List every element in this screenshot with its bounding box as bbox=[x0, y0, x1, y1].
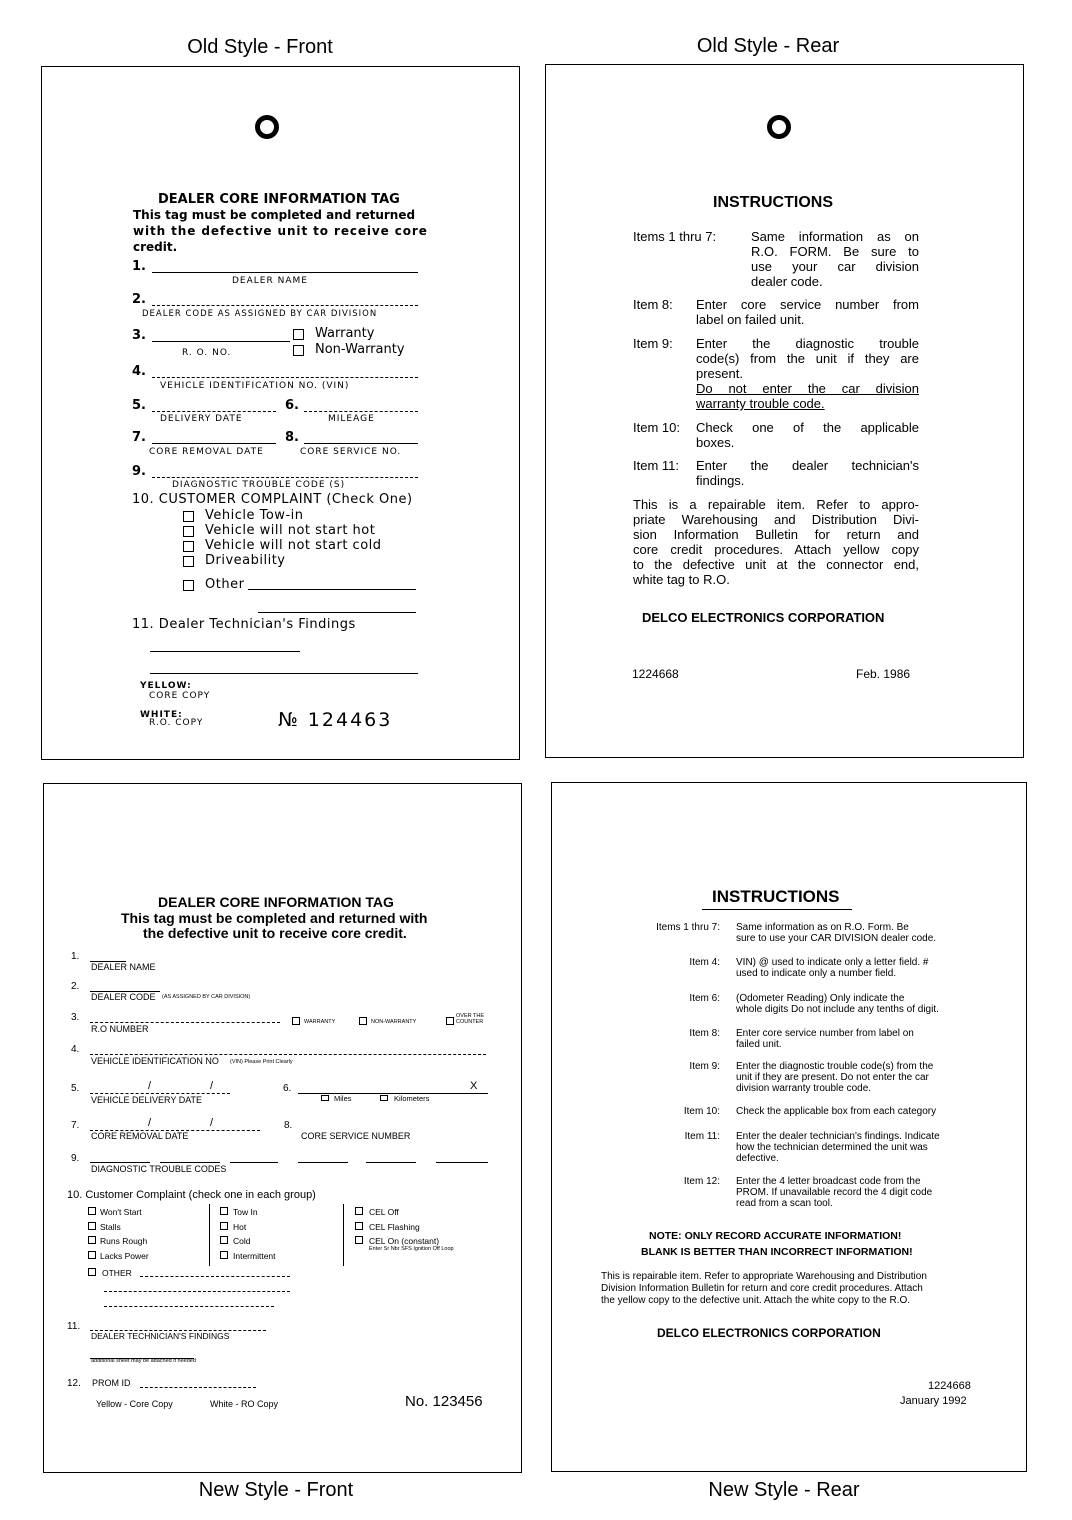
old-item-3-number: 3. bbox=[132, 328, 146, 343]
old-rear-date: Feb. 1986 bbox=[856, 667, 911, 681]
new-rear-note-1: NOTE: ONLY RECORD ACCURATE INFORMATION! bbox=[649, 1230, 902, 1242]
new-warranty-label: WARRANTY bbox=[304, 1019, 336, 1025]
new-miles-checkbox[interactable] bbox=[321, 1095, 329, 1101]
tag-hole-icon bbox=[255, 115, 279, 139]
new-non-warranty-checkbox[interactable] bbox=[359, 1017, 367, 1025]
new-front-intro-1: This tag must be completed and returned with bbox=[121, 910, 428, 926]
title-old-rear: Old Style - Rear bbox=[696, 35, 840, 57]
new-rear-item-text-2: VIN) @ used to indicate only a letter field. # used to indicate only a number field. bbox=[736, 957, 929, 979]
new-item-6-number: 6. bbox=[283, 1083, 292, 1094]
old-front-card bbox=[41, 66, 520, 760]
old-white-label: WHITE: bbox=[140, 710, 183, 720]
new-item-9-number: 9. bbox=[71, 1153, 80, 1164]
old-item-2-number: 2. bbox=[132, 292, 146, 307]
new-vin-label: VEHICLE IDENTIFICATION NO bbox=[91, 1056, 219, 1066]
old-mileage-line[interactable] bbox=[304, 411, 418, 412]
new-prom-id-line[interactable] bbox=[140, 1387, 256, 1388]
old-complaint-driveability-label: Driveability bbox=[205, 553, 286, 568]
new-tow-in-label: Tow In bbox=[233, 1207, 258, 1217]
old-item-6-number: 6. bbox=[285, 398, 299, 413]
new-yellow-copy: Yellow - Core Copy bbox=[96, 1399, 173, 1409]
old-rear-item-text-4: Check one of the applicable boxes. bbox=[696, 420, 919, 450]
new-rear-heading: INSTRUCTIONS bbox=[712, 887, 840, 906]
old-complaint-cold-label: Vehicle will not start cold bbox=[205, 538, 382, 553]
old-core-service-label: CORE SERVICE NO. bbox=[300, 447, 402, 457]
new-tow-in-checkbox[interactable] bbox=[220, 1207, 228, 1215]
new-rear-item-label-3: Item 6: bbox=[689, 993, 720, 1004]
new-intermittent-checkbox[interactable] bbox=[220, 1251, 228, 1259]
new-dtc-line-2[interactable] bbox=[160, 1162, 220, 1163]
new-rear-item-text-6: Check the applicable box from each category bbox=[736, 1106, 937, 1117]
old-complaint-hot-checkbox[interactable] bbox=[183, 526, 194, 537]
new-tag-number: No. 123456 bbox=[405, 1393, 483, 1410]
old-front-heading: DEALER CORE INFORMATION TAG bbox=[158, 192, 400, 207]
new-other-label: OTHER bbox=[102, 1268, 132, 1278]
new-front-card bbox=[43, 783, 522, 1473]
new-rear-part-number: 1224668 bbox=[928, 1380, 971, 1392]
new-miles-label: Miles bbox=[334, 1094, 352, 1103]
new-core-service-label: CORE SERVICE NUMBER bbox=[301, 1131, 411, 1141]
new-rear-item-label-1: Items 1 thru 7: bbox=[656, 922, 720, 933]
new-rear-corporation: DELCO ELECTRONICS CORPORATION bbox=[657, 1326, 881, 1340]
old-complaint-driveability-checkbox[interactable] bbox=[183, 556, 194, 567]
old-item-4-number: 4. bbox=[132, 364, 146, 379]
new-rear-item-text-4: Enter core service number from label on failed unit. bbox=[736, 1028, 914, 1050]
new-rear-item-label-7: Item 11: bbox=[684, 1131, 720, 1142]
new-item-4-number: 4. bbox=[71, 1044, 80, 1055]
new-dealer-code-label: DEALER CODE bbox=[91, 992, 156, 1002]
new-wont-start-checkbox[interactable] bbox=[88, 1207, 96, 1215]
new-dtc-line-3[interactable] bbox=[230, 1162, 278, 1163]
new-cel-off-checkbox[interactable] bbox=[355, 1207, 363, 1215]
new-over-counter-label: OVER THE COUNTER bbox=[456, 1013, 485, 1025]
old-item-7-number: 7. bbox=[132, 430, 146, 445]
old-dealer-code-line[interactable] bbox=[152, 305, 418, 306]
new-dtc-line-5[interactable] bbox=[366, 1162, 416, 1163]
old-findings-line-2[interactable] bbox=[150, 673, 418, 674]
new-rear-date: January 1992 bbox=[900, 1395, 967, 1407]
old-rear-part-number: 1224668 bbox=[632, 667, 679, 681]
old-tag-number: № 124463 bbox=[278, 709, 393, 731]
new-intermittent-label: Intermittent bbox=[233, 1251, 276, 1261]
old-delivery-date-line[interactable] bbox=[152, 411, 276, 412]
new-ro-label: R.O NUMBER bbox=[91, 1024, 149, 1034]
new-cel-on-note: Enter Sr Nbr SFS Ignition Off Loop bbox=[369, 1246, 454, 1252]
old-complaint-other-label: Other bbox=[205, 577, 245, 592]
new-item-12-number: 12. bbox=[67, 1378, 81, 1389]
new-removal-slash-2: / bbox=[210, 1117, 214, 1129]
new-delivery-date-label: VEHICLE DELIVERY DATE bbox=[91, 1095, 203, 1105]
new-other-checkbox[interactable] bbox=[88, 1268, 96, 1276]
old-rear-paragraph: This is a repairable item. Refer to appro- priate Warehousing and Distribution Divi- sion Information Bulletin for return and core credit procedures. Attach yellow copy to the defective unit at the connector end, white tag to R.O. bbox=[633, 497, 919, 587]
old-rear-item-text-2: Enter core service number from label on failed unit. bbox=[696, 297, 919, 327]
old-item-5-number: 5. bbox=[132, 398, 146, 413]
old-rear-item-label-4: Item 10: bbox=[633, 420, 680, 435]
new-rear-item-label-2: Item 4: bbox=[689, 957, 720, 968]
old-front-intro-3: credit. bbox=[133, 240, 178, 254]
new-dealer-name-label: DEALER NAME bbox=[91, 962, 156, 972]
new-cold-label: Cold bbox=[233, 1236, 251, 1246]
old-yellow-copy: CORE COPY bbox=[149, 691, 211, 701]
new-rear-card bbox=[551, 782, 1027, 1472]
new-item-2-number: 2. bbox=[71, 981, 80, 992]
new-hot-checkbox[interactable] bbox=[220, 1222, 228, 1230]
new-dtc-label: DIAGNOSTIC TROUBLE CODES bbox=[91, 1164, 227, 1174]
new-other-line-2[interactable] bbox=[104, 1291, 290, 1292]
old-rear-item-label-2: Item 8: bbox=[633, 297, 673, 312]
new-stalls-checkbox[interactable] bbox=[88, 1222, 96, 1230]
new-core-removal-label: CORE REMOVAL DATE bbox=[91, 1131, 189, 1141]
old-core-removal-label: CORE REMOVAL DATE bbox=[149, 447, 264, 457]
new-cel-on-checkbox[interactable] bbox=[355, 1236, 363, 1244]
new-item-11-number: 11. bbox=[67, 1321, 81, 1332]
old-warranty-checkbox[interactable] bbox=[293, 329, 304, 340]
old-dealer-name-line[interactable] bbox=[152, 272, 418, 273]
new-item-3-number: 3. bbox=[71, 1012, 80, 1023]
new-cel-on-label: CEL On (constant) bbox=[369, 1236, 440, 1246]
old-complaint-cold-checkbox[interactable] bbox=[183, 541, 194, 552]
old-rear-heading: INSTRUCTIONS bbox=[713, 194, 833, 211]
old-rear-item-text-3: Enter the diagnostic trouble code(s) from the unit if they are present. Do not enter the car division warranty trouble code. bbox=[696, 336, 919, 411]
new-front-heading: DEALER CORE INFORMATION TAG bbox=[158, 894, 394, 910]
new-item-8-number: 8. bbox=[284, 1120, 293, 1131]
new-cold-checkbox[interactable] bbox=[220, 1236, 228, 1244]
tag-hole-icon bbox=[767, 115, 791, 139]
old-non-warranty-checkbox[interactable] bbox=[293, 345, 304, 356]
new-rear-item-label-4: Item 8: bbox=[689, 1028, 720, 1039]
new-vin-line[interactable] bbox=[90, 1054, 486, 1055]
old-complaint-hot-label: Vehicle will not start hot bbox=[205, 523, 376, 538]
new-date-slash-2: / bbox=[210, 1080, 214, 1092]
new-rear-item-label-8: Item 12: bbox=[683, 1176, 720, 1187]
old-ro-label: R. O. NO. bbox=[182, 348, 232, 358]
old-complaint-towin-label: Vehicle Tow-in bbox=[205, 508, 304, 523]
old-dtc-label: DIAGNOSTIC TROUBLE CODE (S) bbox=[172, 480, 346, 490]
old-dealer-code-label: DEALER CODE AS ASSIGNED BY CAR DIVISION bbox=[142, 309, 378, 319]
old-complaint-other-checkbox[interactable] bbox=[183, 580, 194, 591]
old-findings-heading: 11. Dealer Technician's Findings bbox=[132, 617, 356, 632]
new-date-slash-1: / bbox=[148, 1080, 152, 1092]
old-dtc-line[interactable] bbox=[152, 477, 418, 478]
new-odometer-line[interactable] bbox=[298, 1093, 488, 1094]
new-dtc-line-1[interactable] bbox=[90, 1162, 150, 1163]
new-other-line-3[interactable] bbox=[104, 1306, 274, 1307]
new-runs-rough-checkbox[interactable] bbox=[88, 1236, 96, 1244]
new-cel-off-label: CEL Off bbox=[369, 1207, 399, 1217]
old-vin-line[interactable] bbox=[152, 377, 418, 378]
new-vin-note: (VIN) Please Print Clearly bbox=[230, 1059, 293, 1065]
new-rear-item-label-6: Item 10: bbox=[683, 1106, 720, 1117]
new-rear-item-label-5: Item 9: bbox=[689, 1061, 720, 1072]
old-complaint-towin-checkbox[interactable] bbox=[183, 511, 194, 522]
old-warranty-label: Warranty bbox=[315, 326, 375, 341]
new-rear-item-text-8: Enter the 4 letter broadcast code from the PROM. If unavailable record the 4 digit code read from a scan tool. bbox=[736, 1176, 933, 1209]
old-rear-item-text-1: Same information as on R.O. FORM. Be sure to use your car division dealer code. bbox=[751, 229, 919, 289]
new-white-copy: White - RO Copy bbox=[210, 1399, 279, 1409]
new-km-checkbox[interactable] bbox=[380, 1095, 388, 1101]
old-rear-card bbox=[545, 64, 1024, 758]
new-group-divider-2 bbox=[343, 1204, 344, 1266]
new-rear-paragraph: This is repairable item. Refer to appropriate Warehousing and Distribution Division Information Bulletin for return and core credit procedures. Attach the yellow copy to the defective unit. Attach the white copy to the R.O. bbox=[601, 1271, 927, 1306]
new-rear-note-2: BLANK IS BETTER THAN INCORRECT INFORMATION! bbox=[641, 1246, 913, 1258]
new-item-1-number: 1. bbox=[71, 951, 80, 962]
old-front-intro-2: with the defective unit to receive core bbox=[133, 224, 428, 238]
old-non-warranty-label: Non-Warranty bbox=[315, 342, 405, 357]
new-cel-flashing-checkbox[interactable] bbox=[355, 1222, 363, 1230]
new-over-counter-checkbox[interactable] bbox=[446, 1017, 454, 1025]
old-other-line[interactable] bbox=[248, 589, 416, 590]
old-core-service-line[interactable] bbox=[304, 443, 418, 444]
old-delivery-date-label: DELIVERY DATE bbox=[160, 414, 243, 424]
old-rear-corporation: DELCO ELECTRONICS CORPORATION bbox=[642, 610, 885, 625]
new-other-line-1[interactable] bbox=[140, 1276, 290, 1277]
new-odometer-x: X bbox=[470, 1080, 478, 1092]
new-removal-slash-1: / bbox=[148, 1117, 152, 1129]
new-rear-item-text-7: Enter the dealer technician's findings. Indicate how the technician determined the unit was defective. bbox=[736, 1131, 940, 1164]
new-item-5-number: 5. bbox=[71, 1083, 80, 1094]
new-dealer-code-note: (AS ASSIGNED BY CAR DIVISION) bbox=[162, 994, 251, 1000]
new-lacks-power-label: Lacks Power bbox=[100, 1251, 149, 1261]
old-core-removal-line[interactable] bbox=[152, 443, 276, 444]
new-non-warranty-label: NON-WARRANTY bbox=[371, 1019, 417, 1025]
new-ro-line[interactable] bbox=[90, 1022, 280, 1023]
old-dealer-name-label: DEALER NAME bbox=[232, 276, 308, 286]
old-rear-item-label-5: Item 11: bbox=[633, 458, 680, 473]
new-findings-note: additional sheet may be attached if needed bbox=[91, 1358, 196, 1364]
new-rear-heading-rule bbox=[702, 909, 852, 910]
new-rear-item-text-5: Enter the diagnostic trouble code(s) from the unit if they are present. Do not enter the car division warranty trouble code. bbox=[736, 1061, 934, 1094]
old-other-line-2[interactable] bbox=[258, 612, 416, 613]
new-stalls-label: Stalls bbox=[100, 1222, 121, 1232]
old-vin-label: VEHICLE IDENTIFICATION NO. (VIN) bbox=[160, 381, 350, 391]
new-rear-item-text-1: Same information as on R.O. Form. Be sure to use your CAR DIVISION dealer code. bbox=[736, 922, 937, 944]
old-item-9-number: 9. bbox=[132, 464, 146, 479]
old-item-8-number: 8. bbox=[285, 430, 299, 445]
new-delivery-date-line[interactable] bbox=[90, 1093, 230, 1094]
new-lacks-power-checkbox[interactable] bbox=[88, 1251, 96, 1259]
old-rear-item-label-3: Item 9: bbox=[633, 336, 673, 351]
old-findings-line-1[interactable] bbox=[150, 651, 300, 652]
new-runs-rough-label: Runs Rough bbox=[100, 1236, 148, 1246]
new-km-label: Kilometers bbox=[394, 1094, 430, 1103]
old-item-1-number: 1. bbox=[132, 259, 146, 274]
new-prom-id-label: PROM ID bbox=[92, 1378, 131, 1388]
old-complaint-heading: 10. CUSTOMER COMPLAINT (Check One) bbox=[132, 492, 413, 507]
new-rear-item-text-3: (Odometer Reading) Only indicate the whole digits Do not include any tenths of digit. bbox=[736, 993, 939, 1015]
new-complaint-heading: 10. Customer Complaint (check one in each group) bbox=[67, 1189, 316, 1201]
new-dtc-line-4[interactable] bbox=[298, 1162, 348, 1163]
old-front-intro-1: This tag must be completed and returned bbox=[133, 208, 416, 222]
old-white-copy: R.O. COPY bbox=[149, 718, 204, 728]
title-new-rear: New Style - Rear bbox=[708, 1479, 860, 1501]
title-new-front: New Style - Front bbox=[198, 1479, 354, 1501]
old-ro-line[interactable] bbox=[152, 341, 290, 342]
new-warranty-checkbox[interactable] bbox=[292, 1017, 300, 1025]
new-front-intro-2: the defective unit to receive core credit. bbox=[143, 925, 407, 941]
new-cel-flashing-label: CEL Flashing bbox=[369, 1222, 420, 1232]
title-old-front: Old Style - Front bbox=[187, 36, 333, 58]
new-wont-start-label: Won't Start bbox=[100, 1207, 142, 1217]
old-yellow-label: YELLOW: bbox=[140, 681, 192, 691]
new-hot-label: Hot bbox=[233, 1222, 247, 1232]
old-rear-item-text-5: Enter the dealer technician's findings. bbox=[696, 458, 919, 488]
old-mileage-label: MILEAGE bbox=[328, 414, 375, 424]
new-item-7-number: 7. bbox=[71, 1120, 80, 1131]
old-rear-item-label-1: Items 1 thru 7: bbox=[633, 229, 717, 244]
new-dtc-line-6[interactable] bbox=[436, 1162, 488, 1163]
new-group-divider-1 bbox=[209, 1204, 210, 1266]
new-findings-label: DEALER TECHNICIAN'S FINDINGS bbox=[91, 1331, 230, 1341]
